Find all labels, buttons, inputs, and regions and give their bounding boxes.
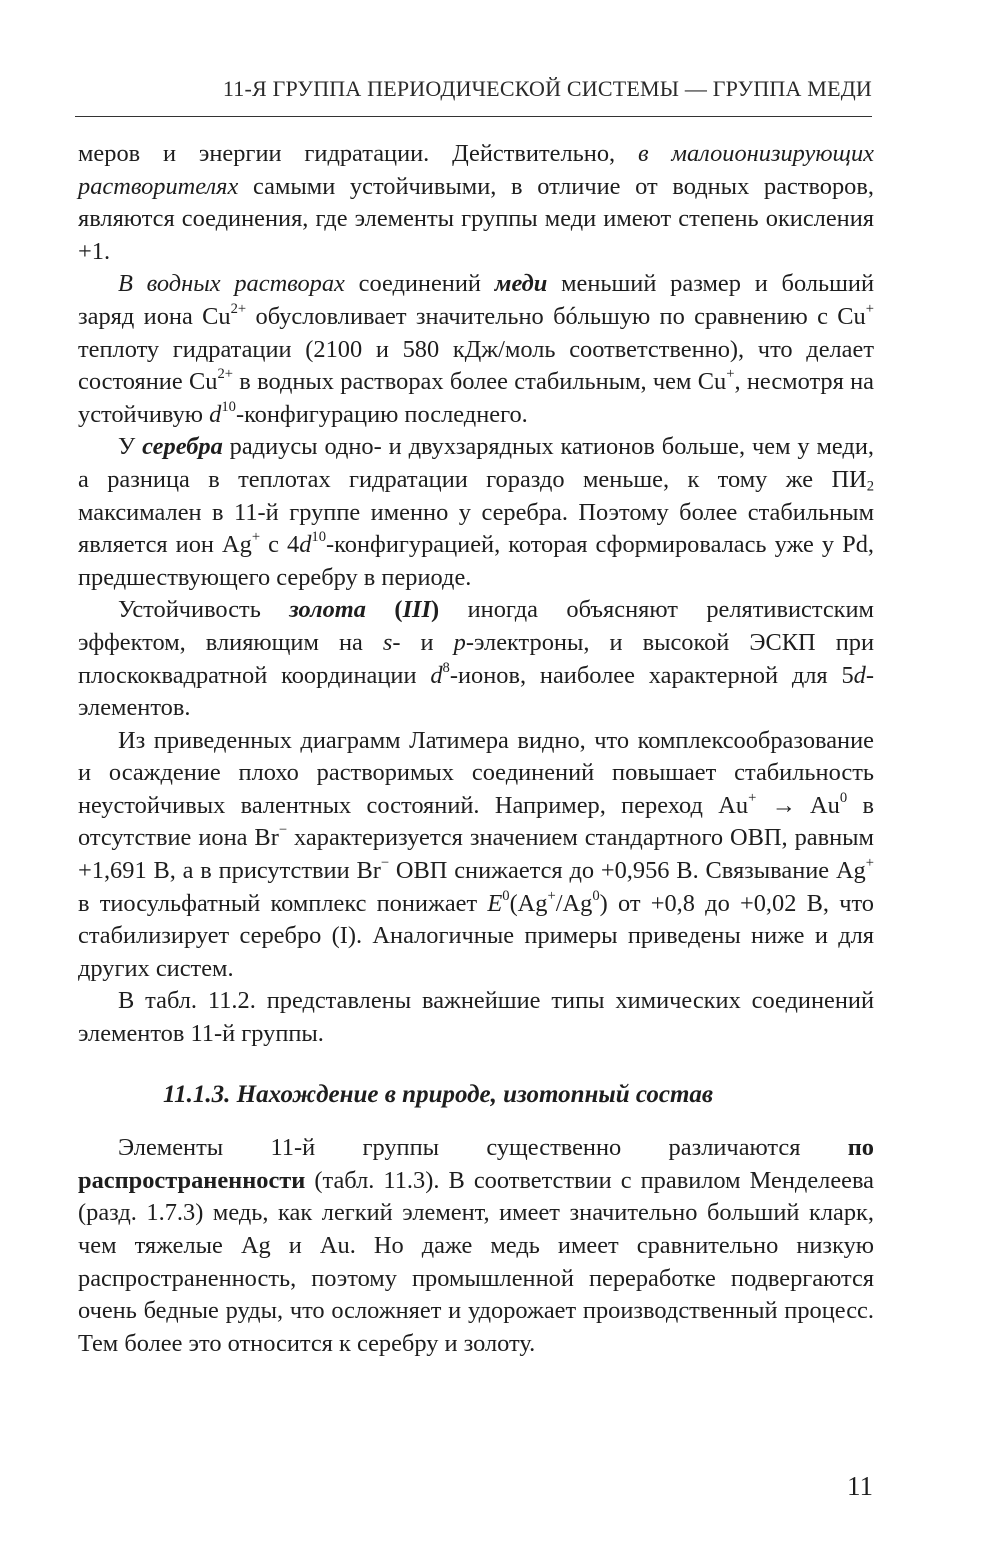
superscript: −	[380, 855, 390, 872]
text-run: максимален в 11-й группе именно у серебра. Поэтому более стабильным является ион Ag	[78, 498, 874, 559]
superscript: −	[278, 822, 288, 839]
superscript: +	[251, 529, 261, 546]
text-run: ) от +0,8 до +0,02 В, что стабилизирует серебро (I). Аналогичные примеры приведены ниже и для других систем.	[78, 889, 874, 982]
italic-symbol: p	[453, 628, 466, 656]
text-run: теплоту гидратации (2100 и 580 кДж/моль соответственно), что делает состояние Cu	[78, 335, 874, 396]
text-run: ОВП снижается до +0,956 В. Связывание Ag	[389, 857, 866, 885]
superscript: +	[748, 789, 757, 806]
italic-symbol: d	[853, 661, 866, 689]
paragraph-2	[78, 268, 874, 431]
emphasis-text: в малоионизирующих растворителях	[78, 140, 874, 200]
text-run: в водных растворах более стабильным, чем Cu	[233, 368, 727, 396]
superscript: +	[547, 887, 556, 904]
text-run: характеризуется значением стандартного ОВП, равным +1,691 В, а в присутствии Br	[78, 824, 874, 885]
text-run: меньший размер и больший заряд иона Cu	[78, 270, 874, 330]
emphasis-text: В водных растворах	[118, 270, 345, 298]
text-run: Устойчивость	[118, 596, 290, 624]
section-heading: 11.1.3. Нахождение в природе, изотопный состав	[163, 1080, 714, 1108]
superscript: 0	[839, 789, 848, 806]
text-run: соединений	[344, 270, 495, 298]
superscript: +	[726, 366, 735, 383]
text-run: В табл. 11.2. представлены важнейшие типы химических соединений элементов 11-й группы.	[78, 987, 874, 1048]
key-term: меди	[494, 270, 548, 298]
italic-symbol: d	[209, 400, 222, 428]
superscript: +	[865, 301, 874, 317]
superscript: +	[865, 855, 874, 872]
text-run: радиусы одно- и двухзарядных катионов больше, чем у меди, а разница в теплотах гидратации гораздо меньше, к тому же ПИ	[78, 433, 874, 493]
italic-symbol: E	[487, 889, 503, 917]
paragraph-3	[78, 431, 874, 594]
main-text	[78, 138, 874, 1360]
italic-symbol: d	[299, 531, 312, 559]
header-rule	[75, 116, 872, 117]
superscript: 10	[221, 398, 236, 415]
key-term: серебра	[142, 433, 223, 461]
text-run: /Ag	[555, 889, 593, 917]
text-run: с 4	[260, 531, 300, 559]
paragraph-6	[78, 985, 874, 1050]
text-run: -электроны, и высокой ЭСКП при плоскоквадратной координации	[78, 628, 875, 689]
text-run: -элементов.	[78, 661, 874, 722]
text-run: (Ag	[509, 889, 548, 917]
text-run: иногда объясняют релятивистским эффектом, влияющим на	[78, 596, 874, 656]
key-term: III	[402, 596, 432, 624]
text-run: (	[365, 596, 403, 624]
text-run: в тиосульфатный комплекс понижает	[78, 889, 488, 917]
text-run: У	[118, 433, 143, 461]
text-run: -ионов, наиболее характерной для 5	[449, 661, 854, 689]
text-run: -конфигурацию последнего.	[235, 400, 528, 428]
text-run: - и	[392, 628, 454, 656]
paragraph-4	[78, 594, 874, 724]
paragraph-5	[78, 725, 874, 986]
text-run: самыми устойчивыми, в отличие от водных растворов, являются соединения, где элементы группы меди имеют степень окисления +1.	[78, 172, 874, 265]
running-head: 11-Я ГРУППА ПЕРИОДИЧЕСКОЙ СИСТЕМЫ — ГРУППА МЕДИ	[222, 76, 872, 101]
text-run: меров и энергии гидратации. Действительно,	[78, 140, 638, 167]
text-run: в отсутствие иона Br	[78, 791, 874, 852]
key-term: по распространенности	[78, 1134, 874, 1194]
paragraph-1	[78, 138, 874, 268]
text-run: )	[431, 596, 440, 624]
superscript: 0	[502, 887, 510, 904]
superscript: 0	[592, 887, 600, 904]
paragraph-7	[78, 1132, 874, 1360]
subscript: 2	[866, 478, 874, 495]
text-run: Элементы 11-й группы существенно различаются	[118, 1134, 848, 1162]
superscript: 2+	[217, 366, 233, 383]
text-run: -конфигурацией, которая сформировалась уже у Pd, предшествующего серебру в периоде.	[78, 531, 874, 591]
superscript: 2+	[230, 301, 247, 317]
text-run: Из приведенных диаграмм Латимера видно, что комплексообразование и осаждение плохо растворимых соединений повышает стабильность неустойчивых валентных состояний. Например, переход Au	[78, 726, 874, 819]
text-run: , несмотря на устойчивую	[78, 368, 874, 428]
key-term: золота	[289, 596, 366, 624]
text-run: (табл. 11.3). В соответствии с правилом Менделеева (разд. 1.7.3) медь, как легкий элемент, имеет значительно больший кларк, чем тяжелые Ag и Au. Но даже медь имеет сравнительно низкую распространенность, поэтому промышленной переработке подвергаются очень бедные руды, что осложняет и удорожает производственный процесс. Тем более это относится к серебру и золоту.	[78, 1166, 874, 1357]
italic-symbol: s	[382, 628, 393, 656]
superscript: 8	[442, 659, 450, 676]
superscript: 10	[311, 529, 327, 546]
page-number: 11	[847, 1471, 873, 1501]
text-run: → Au	[756, 791, 840, 819]
text-run: обусловливает значительно бóльшую по сравнению с Cu	[246, 302, 866, 330]
italic-symbol: d	[430, 661, 443, 689]
